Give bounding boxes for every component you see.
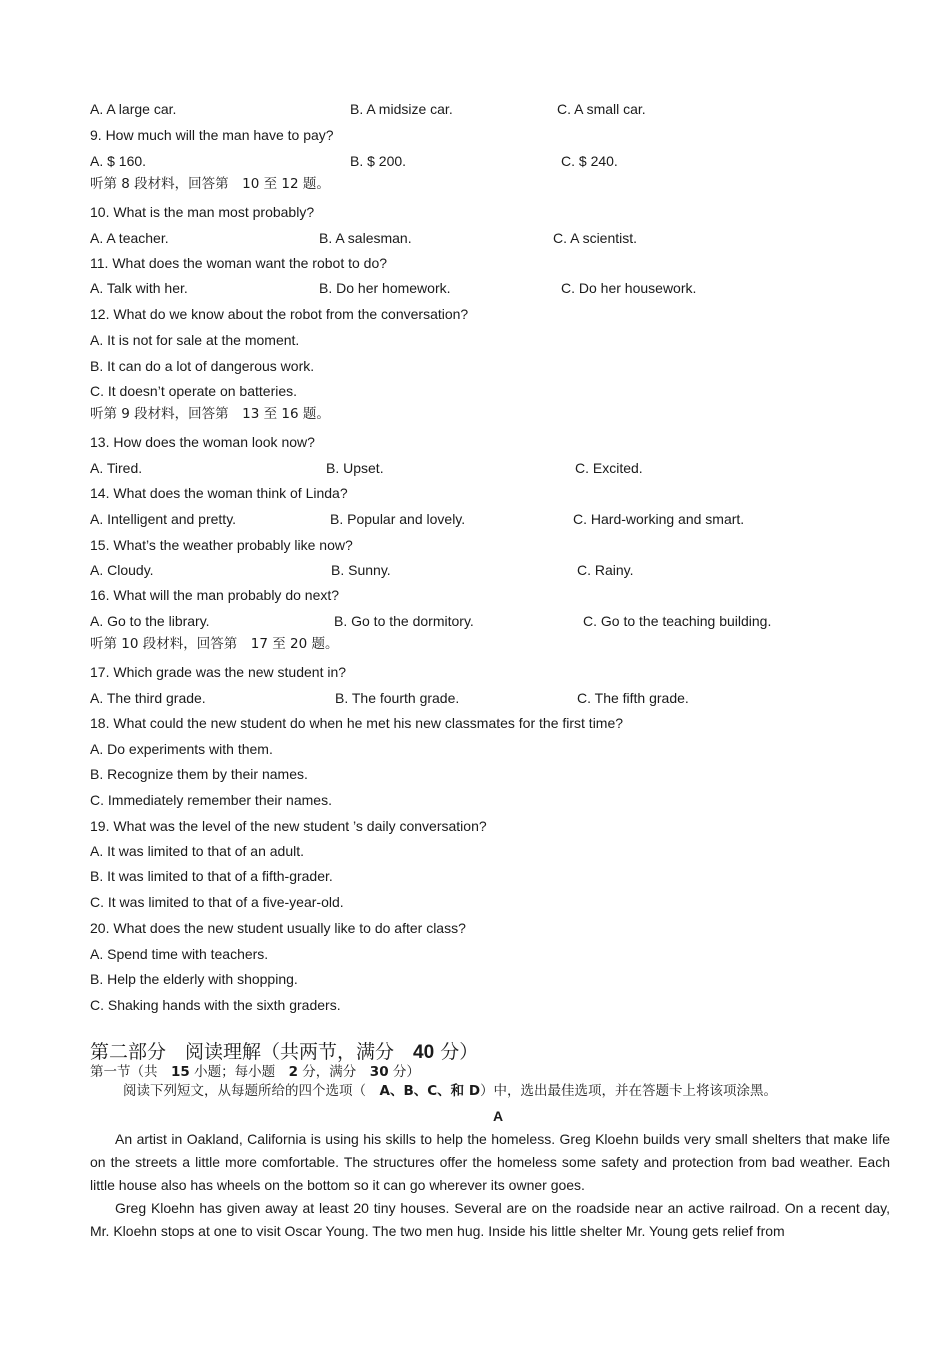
q13-option-a: A. Tired. (90, 460, 143, 476)
part2-heading-score: 40 (413, 1042, 435, 1063)
q12-question: 12. What do we know about the robot from the conversation? (90, 306, 469, 322)
q12-option-c: C. It doesn’t operate on batteries. (90, 383, 298, 399)
q12-option-b: B. It can do a lot of dangerous work. (90, 358, 315, 374)
q12-option-a: A. It is not for sale at the moment. (90, 332, 300, 348)
q10-option-a: A. A teacher. (90, 230, 169, 246)
q8-option-a: A. A large car. (90, 101, 177, 117)
q11-question: 11. What does the woman want the robot to do? (90, 255, 388, 271)
q17-question: 17. Which grade was the new student in? (90, 664, 347, 680)
q10-question: 10. What is the man most probably? (90, 204, 315, 220)
instr-options: A、B、C、和 D (379, 1083, 481, 1099)
q9-option-c: C. $ 240. (561, 153, 618, 169)
q13-question: 13. How does the woman look now? (90, 434, 315, 450)
q20-option-a: A. Spend time with teachers. (90, 946, 269, 962)
sub-text-2: 小题；每小题 (189, 1064, 289, 1080)
q15-question: 15. What’s the weather probably like now? (90, 537, 353, 553)
part2-heading-post: 分） (434, 1041, 479, 1063)
q16-option-b: B. Go to the dormitory. (334, 613, 474, 629)
q20-option-b: B. Help the elderly with shopping. (90, 971, 298, 987)
section-intro-10: 听第 10 段材料，回答第 17 至 20 题。 (90, 636, 339, 652)
q16-option-a: A. Go to the library. (90, 613, 210, 629)
part2-heading-pre: 第二部分 阅读理解（共两节，满分 (90, 1041, 414, 1063)
sub-count: 15 (171, 1064, 190, 1080)
q10-option-b: B. A salesman. (319, 230, 412, 246)
section1-subheading (90, 1064, 420, 1080)
q19-option-b: B. It was limited to that of a fifth-grader. (90, 868, 333, 884)
q18-question: 18. What could the new student do when he met his new classmates for the first time? (90, 715, 624, 731)
q15-option-b: B. Sunny. (331, 562, 391, 578)
passage-paragraph-2: Greg Kloehn has given away at least 20 tiny houses. Several are on the roadside near an active railroad. On a recent day, Mr. Kloehn stops at one to visit Oscar Young. The two men hug. Inside his little shelter Mr. Young gets relief from (90, 1200, 890, 1239)
q17-option-a: A. The third grade. (90, 690, 206, 706)
q9-option-a: A. $ 160. (90, 153, 147, 169)
q14-option-c: C. Hard-working and smart. (573, 511, 745, 527)
q19-question: 19. What was the level of the new student ’s daily conversation? (90, 818, 487, 834)
sub-points-each: 2 (288, 1064, 298, 1080)
passage-title: A (492, 1108, 504, 1124)
q20-option-c: C. Shaking hands with the sixth graders. (90, 997, 341, 1013)
q9-question: 9. How much will the man have to pay? (90, 127, 334, 143)
q15-option-a: A. Cloudy. (90, 562, 154, 578)
q18-option-a: A. Do experiments with them. (90, 741, 273, 757)
q8-option-c: C. A small car. (557, 101, 646, 117)
q17-option-c: C. The fifth grade. (577, 690, 689, 706)
sub-total: 30 (369, 1064, 389, 1080)
q20-question: 20. What does the new student usually like to do after class? (90, 920, 466, 936)
q17-option-b: B. The fourth grade. (335, 690, 460, 706)
q8-option-b: B. A midsize car. (350, 101, 453, 117)
q16-option-c: C. Go to the teaching building. (583, 613, 772, 629)
q9-option-b: B. $ 200. (350, 153, 407, 169)
section-intro-8: 听第 8 段材料，回答第 10 至 12 题。 (90, 176, 330, 192)
sub-text-1: 第一节（共 (90, 1064, 171, 1080)
q14-question: 14. What does the woman think of Linda? (90, 485, 348, 501)
q13-option-b: B. Upset. (326, 460, 384, 476)
q10-option-c: C. A scientist. (553, 230, 638, 246)
q15-option-c: C. Rainy. (577, 562, 634, 578)
q14-option-b: B. Popular and lovely. (330, 511, 466, 527)
q19-option-c: C. It was limited to that of a five-year-old. (90, 894, 344, 910)
q18-option-c: C. Immediately remember their names. (90, 792, 332, 808)
sub-text-4: 分） (388, 1064, 420, 1080)
q11-option-a: A. Talk with her. (90, 280, 188, 296)
q11-option-c: C. Do her housework. (561, 280, 697, 296)
q19-option-a: A. It was limited to that of an adult. (90, 843, 304, 859)
sub-text-3: 分，满分 (298, 1064, 370, 1080)
reading-instructions (123, 1083, 777, 1100)
instr-text-1: 阅读下列短文，从每题所给的四个选项（ (123, 1083, 380, 1099)
q16-question: 16. What will the man probably do next? (90, 587, 340, 603)
section-intro-9: 听第 9 段材料，回答第 13 至 16 题。 (90, 406, 330, 422)
instr-text-2: ）中，选出最佳选项，并在答题卡上将该项涂黑。 (480, 1083, 778, 1099)
q14-option-a: A. Intelligent and pretty. (90, 511, 237, 527)
q11-option-b: B. Do her homework. (319, 280, 451, 296)
q13-option-c: C. Excited. (575, 460, 643, 476)
part2-heading (90, 1040, 478, 1065)
q18-option-b: B. Recognize them by their names. (90, 766, 308, 782)
passage-paragraph-1: An artist in Oakland, California is using his skills to help the homeless. Greg Kloehn builds very small shelters that make life on the streets a little more comfortable. The structures offer the homeless some safety and protection from bad weather. Each little house also has wheels on the bottom so it can go wherever its owner goes. (90, 1131, 890, 1193)
